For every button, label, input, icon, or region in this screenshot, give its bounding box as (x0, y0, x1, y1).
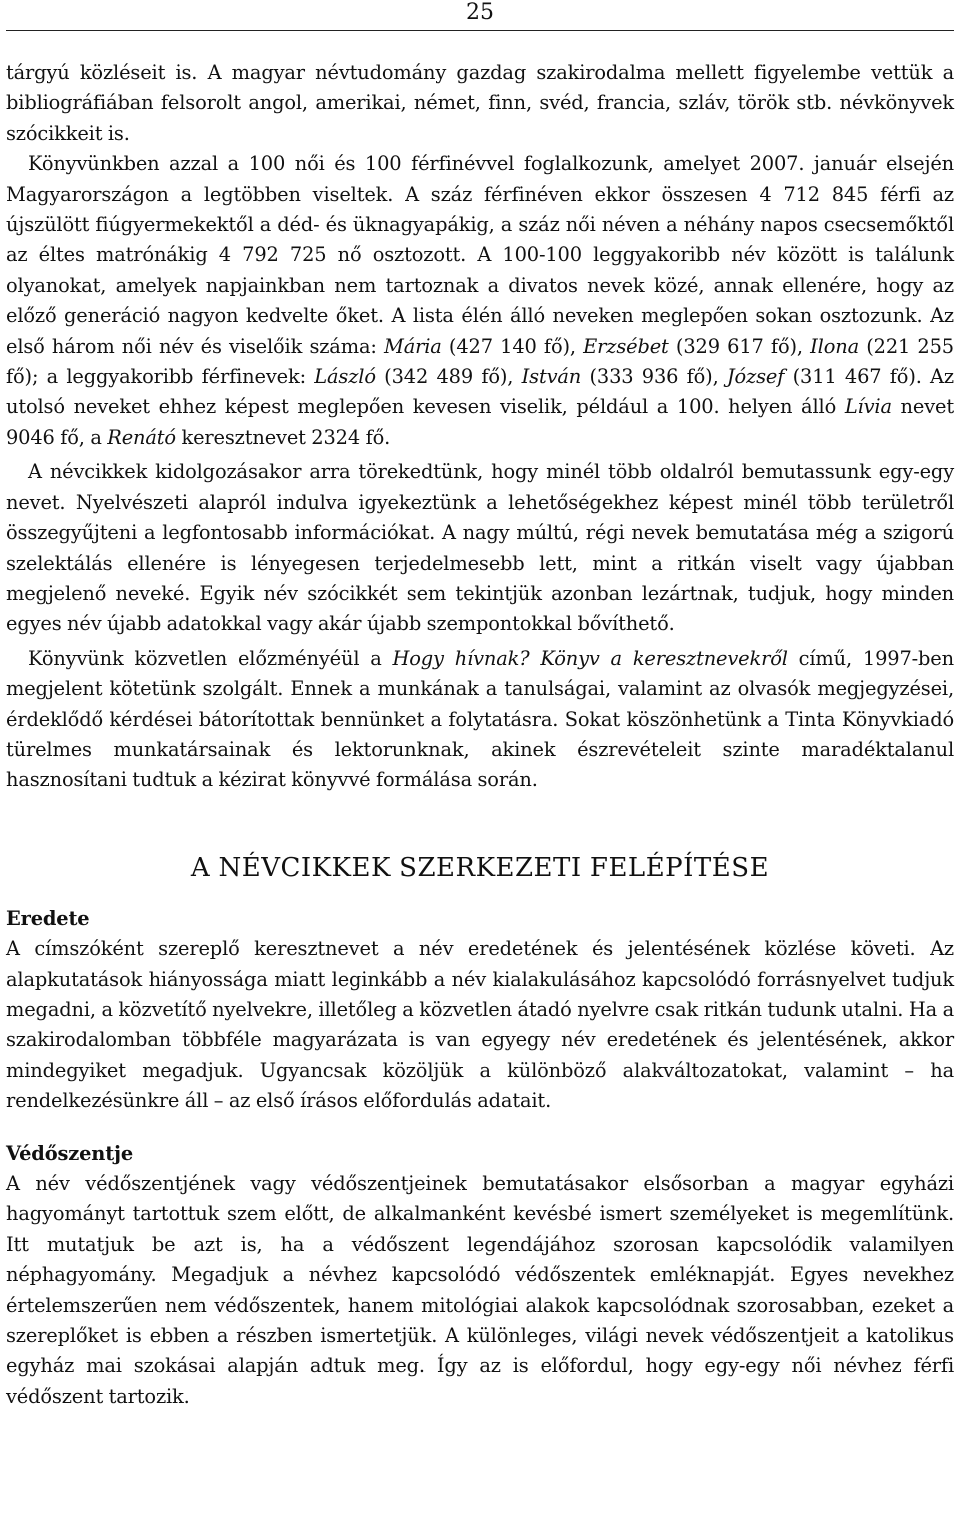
stats-text: Könyvünkben azzal a 100 női és 100 férfinévvel foglalkozunk, amelyet 2007. január elsején Magyarországon a legtöbben viseltek. A száz férfinéven ekkor összesen 4 712 845 férfi az újszülött fiúgyermekektől a déd- és üknagyapákig, a száz női néven a néhány napos csecsemőktől az éltes matrónákig 4 792 725 nő osztozott. A 100-100 leggyakoribb név között is találunk olyanokat, amelyek napjainkban nem tartoznak a divatos nevek közé, annak ellenére, hogy az előző generáció nagyon kedvelte őket. A lista élén álló neveken meglepően sokan osztozunk. Az első három női név és viselőik száma: (6, 152, 954, 358)
stats-text-1: (427 140 fő), (441, 334, 584, 358)
stats-text-8: keresztnevet 2324 fő. (175, 425, 391, 449)
stats-text-4: (342 489 fő), (375, 365, 522, 389)
subheading-vedoszentje: Védőszentje (6, 1141, 134, 1165)
ack-text-1: Könyvünk közvetlen előzményéül a (28, 646, 393, 670)
section-title: A NÉVCIKKEK SZERKEZETI FELÉPÍTÉSE (190, 852, 770, 883)
vedoszentje-paragraph: A név védőszentjének vagy védőszentjeinek bemutatásakor elsősorban a magyar egyházi hagyományt tartottuk szem előtt, de alkalmanként kevésbé ismert személyeket is megemlítünk. Itt mutatjuk be azt is, ha a védőszent legendájához szorosan kapcsolódik valamilyen néphagyomány. Megadjuk a névhez kapcsolódó védőszentek emléknapját. Egyes nevekhez értelemszerűen nem védőszentek, hanem mitológiai alakok kapcsolódnak szorosabban, ezeket a szereplőket is ebben a részben ismertetjük. A különleges, világi nevek védőszentjeit a katolikus egyház mai szokásai alapján adtuk meg. Így az is előfordul, hogy egy-egy női névhez férfi védőszent tartozik. (6, 1172, 954, 1408)
ack-text-2: című, 1997-ben megjelent kötetünk szolgált. Ennek a munkának a tanulságai, valamint az olvasók megjegyzései, érdeklődő kérdései bátorítottak bennünket a folytatásra. Sokat köszönhetünk a Tinta Könyvkiadó türelmes munkatársainak és lektorunknak, akinek észrevételeit szinte maradéktalanul hasznosítani tudtuk a kézirat könyvvé formálása során. (6, 646, 954, 792)
stats-text-7: nevet 9046 fő, a (6, 395, 954, 449)
subheading-eredete: Eredete (6, 906, 90, 930)
stats-text-2: (329 617 fő), (668, 334, 811, 358)
stats-text-5: (333 936 fő), (581, 365, 727, 389)
intro-text: tárgyú közléseit is. A magyar névtudomány gazdag szakirodalma mellett figyelembe vettük a bibliográfiában felsorolt angol, amerikai, német, finn, svéd, francia, szláv, török stb. névkönyvek szócikkeit is. (6, 61, 954, 145)
name-istvan: István (521, 365, 582, 389)
method-paragraph (6, 457, 954, 639)
method-text: A névcikkek kidolgozásakor arra törekedtünk, hogy minél több oldalról bemutassunk egy-egy nevet. Nyelvészeti alapról indulva igyekeztünk a lehetőségekhez képest minél több területről összegyűjteni a legfontosabb információkat. A nagy múltú, régi nevek bemutatása még a szigorú szelektálás ellenére is lényegesen terjedelmesebb lett, mint a ritkán viselt vagy újabban megjelenő neveké. Egyik név szócikkét sem tekintjük azonban lezártnak, tudjuk, hogy minden egyes név újabb adatokkal vagy akár újabb szempontokkal bővíthető. (6, 460, 954, 636)
stats-text-3: (221 255 fő); a leggyakoribb férfinevek: (6, 334, 954, 389)
header-rule (6, 30, 954, 31)
previous-book-title: Hogy hívnak? Könyv a keresztnevekről (392, 646, 788, 670)
name-jozsef: József (726, 365, 785, 389)
names-statistics-paragraph (6, 149, 954, 453)
name-erzsebet: Erzsébet (583, 334, 669, 358)
name-ilona: Ilona (810, 334, 859, 358)
name-maria: Mária (383, 334, 442, 358)
acknowledgement-paragraph (6, 644, 954, 796)
page-number: 25 (466, 0, 494, 25)
name-renato: Renátó (107, 425, 176, 449)
intro-paragraph-continued (6, 58, 954, 149)
name-laszlo: László (314, 365, 376, 389)
eredete-paragraph: A címszóként szereplő keresztnevet a név eredetének és jelentésének közlése követi. Az alapkutatások hiányossága miatt leginkább a név kialakulásához kapcsolódó forrásnyelvet tudjuk megadni, a közvetítő nyelvekre, illetőleg a közvetlen átadó nyelvre csak ritkán tudunk utalni. Ha a szakirodalomban többféle magyarázata is van egyegy név eredetének és jelentésének, akkor mindegyiket megadjuk. Ugyancsak közöljük a különböző alakváltozatokat, valamint – ha rendelkezésünkre áll – az első írásos előfordulás adatait. (6, 937, 954, 1113)
page-body (6, 58, 954, 1412)
name-livia: Lívia (844, 395, 892, 419)
stats-text-6: (311 467 fő). Az utolsó neveket ehhez képest meglepően kevesen viselik, például a 100. helyen álló (6, 365, 954, 419)
